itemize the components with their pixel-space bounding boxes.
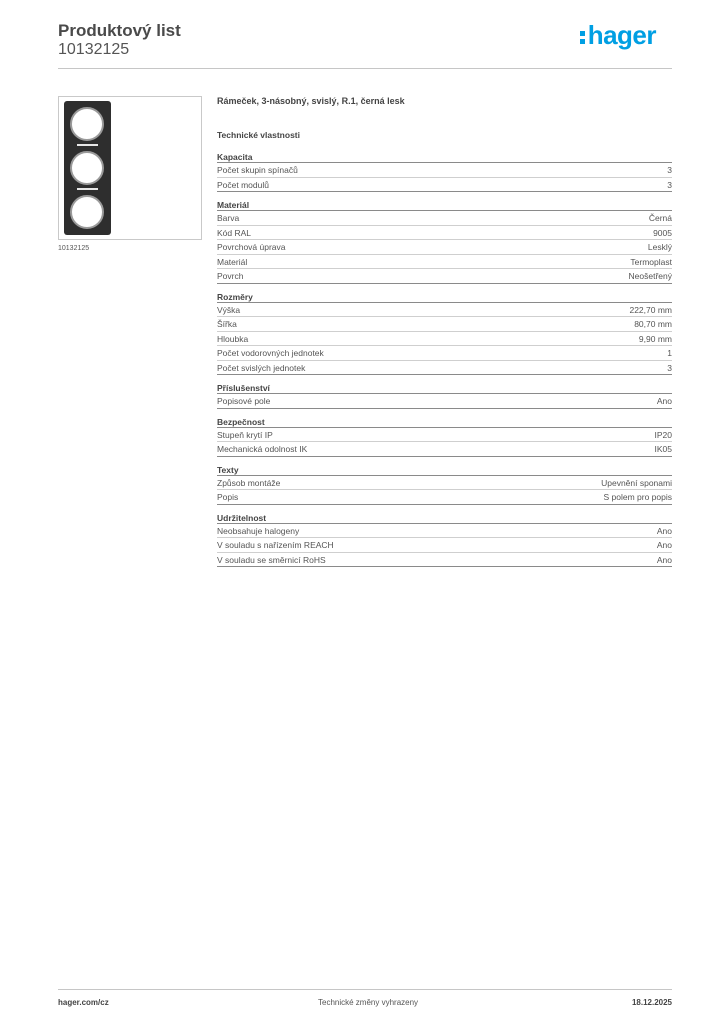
- spec-section: [217, 383, 672, 409]
- spec-label: Mechanická odolnost IK: [217, 444, 308, 454]
- spec-value: 80,70 mm: [634, 319, 672, 329]
- spec-label: Hloubka: [217, 333, 249, 344]
- spec-label: Kód RAL: [217, 227, 252, 238]
- frame-opening: [70, 107, 104, 141]
- spec-value: Neošetřený: [628, 271, 672, 281]
- spec-value: Termoplast: [630, 256, 672, 267]
- spec-label: Neobsahuje halogeny: [217, 525, 300, 536]
- spec-value: 3: [667, 165, 672, 175]
- spec-section: [217, 200, 672, 284]
- spec-row: [217, 332, 672, 347]
- spec-label: Materiál: [217, 256, 248, 267]
- spec-value: 9005: [653, 227, 672, 238]
- spec-value: Černá: [648, 213, 672, 223]
- spec-label: Počet modulů: [217, 179, 269, 190]
- product-name: Rámeček, 3-násobný, svislý, R.1, černá lesk: [217, 96, 405, 106]
- spec-label: Povrch: [217, 271, 244, 281]
- spec-row: [217, 394, 672, 409]
- product-details: [217, 96, 672, 567]
- spec-row: [217, 490, 672, 505]
- spec-row: [217, 428, 672, 443]
- page-header: [58, 21, 672, 69]
- spec-value: Lesklý: [647, 242, 672, 252]
- spec-value: 1: [667, 348, 672, 358]
- footer-website-link[interactable]: hager.com/cz: [58, 998, 109, 1007]
- frame-opening: [70, 195, 104, 229]
- spec-label: Povrchová úprava: [217, 242, 286, 252]
- spec-value: 3: [667, 362, 672, 373]
- spec-label: Stupeň krytí IP: [217, 429, 273, 440]
- spec-label: Způsob montáže: [217, 477, 281, 488]
- spec-value: S polem pro popis: [603, 492, 672, 502]
- spec-value: 9,90 mm: [638, 333, 672, 344]
- spec-label: Šířka: [217, 319, 237, 329]
- spec-row: [217, 211, 672, 226]
- spec-value: 222,70 mm: [629, 304, 672, 315]
- spec-row: [217, 346, 672, 361]
- label-strip: [77, 144, 98, 146]
- spec-value: 3: [667, 179, 672, 190]
- hager-logo: [580, 21, 656, 49]
- spec-row: [217, 442, 672, 457]
- spec-row: [217, 269, 672, 284]
- section-title: Udržitelnost: [217, 513, 672, 524]
- spec-section: [217, 513, 672, 568]
- spec-row: [217, 163, 672, 178]
- spec-value: Ano: [656, 525, 672, 536]
- section-title: Příslušenství: [217, 383, 672, 394]
- section-title: Texty: [217, 465, 672, 476]
- spec-value: Upevnění sponami: [601, 477, 672, 488]
- spec-section: [217, 417, 672, 457]
- section-title: Rozměry: [217, 292, 672, 303]
- section-title: Materiál: [217, 200, 672, 211]
- spec-value: Ano: [656, 540, 672, 550]
- spec-row: [217, 226, 672, 241]
- page-title: Produktový list: [58, 21, 181, 40]
- spec-label: Počet svislých jednotek: [217, 362, 306, 373]
- spec-row: [217, 178, 672, 193]
- spec-label: Počet skupin spínačů: [217, 165, 298, 175]
- tech-heading: Technické vlastnosti: [217, 130, 300, 140]
- spec-row: [217, 553, 672, 568]
- spec-label: Popisové pole: [217, 396, 271, 406]
- spec-section: [217, 152, 672, 192]
- spec-row: [217, 538, 672, 553]
- triple-vertical-frame-icon: [64, 101, 111, 235]
- frame-opening: [70, 151, 104, 185]
- header-divider: [58, 68, 672, 69]
- spec-label: Počet vodorovných jednotek: [217, 348, 324, 358]
- spec-row: [217, 317, 672, 332]
- spec-value: IK05: [654, 444, 672, 454]
- spec-section: [217, 292, 672, 376]
- spec-label: Popis: [217, 492, 239, 502]
- spec-value: Ano: [656, 554, 672, 565]
- spec-row: [217, 524, 672, 539]
- spec-section: [217, 465, 672, 505]
- product-code: 10132125: [58, 41, 130, 58]
- spec-label: Výška: [217, 304, 241, 315]
- spec-value: IP20: [654, 429, 672, 440]
- spec-row: [217, 240, 672, 255]
- spec-label: Barva: [217, 213, 240, 223]
- footer-date: 18.12.2025: [631, 998, 672, 1007]
- footer-notice: Technické změny vyhrazeny: [318, 998, 419, 1007]
- product-image: [58, 96, 202, 240]
- logo-dots-icon: [580, 26, 586, 46]
- footer-divider: [58, 989, 672, 990]
- spec-label: V souladu s nařízením REACH: [217, 540, 334, 550]
- spec-row: [217, 303, 672, 318]
- spec-sections: [217, 152, 672, 567]
- section-title: Kapacita: [217, 152, 672, 163]
- spec-row: [217, 361, 672, 376]
- spec-row: [217, 476, 672, 491]
- section-title: Bezpečnost: [217, 417, 672, 428]
- logo-text: hager: [587, 20, 656, 50]
- spec-row: [217, 255, 672, 270]
- image-caption: 10132125: [58, 245, 90, 252]
- label-strip: [77, 188, 98, 190]
- spec-label: V souladu se směrnicí RoHS: [217, 554, 326, 565]
- spec-value: Ano: [656, 396, 672, 406]
